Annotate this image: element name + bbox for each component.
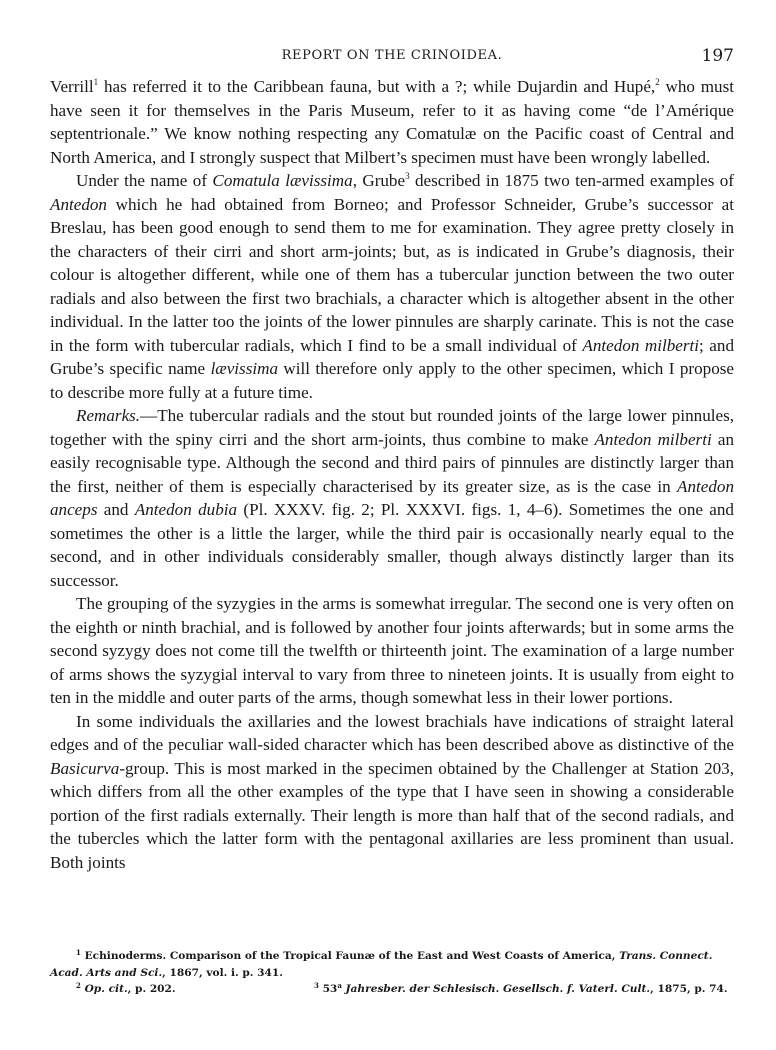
footnote-citation: Jahresber. der Schlesisch. Gesellsch. f. Vaterl. Cult. [341,983,651,996]
text-run: ; and Grube’s specific name [50,335,734,378]
footnote-3 [314,981,728,998]
footnote-reference: 2 [655,77,660,87]
text-run: which he had obtained from Borneo; and Professor Schneider, Grube’s successor at Breslau, has been good enough to send them to me for examination. They agree pretty closely in the characters of their cirri and short arm-joints; but, as is indicated in Grube’s diagnosis, their colour is altogether different, while one of them has a tubercular junction between the two outer radials and also between the first two brachials, a character which is altogether absent in the other individual. In the latter too the joints of the lower pinnules are sharply carinate. This is not the case in the form with tubercular radials, which I find to be a small individual of [50,194,734,355]
footnote-row [50,981,734,998]
footnote-reference: 3 [405,171,410,181]
text-run: and [97,500,135,519]
italic-text: Comatula lævissima [212,171,353,190]
text-run: will therefore only apply to the other specimen, which I propose to describe more fully at a future time. [50,359,734,402]
footnote-marker: 1 [76,948,81,957]
footnote-reference: 1 [93,77,99,87]
page-number: 197 [701,46,734,66]
italic-text: Antedon dubia [134,500,238,519]
text-run: -group. This is most marked in the specimen obtained by the Challenger at Station 203, which differs from all the other examples of the type that I have seen in showing a considerable portion of the first radials externally. Their length is more than half that of the second radials, and the tubercles which the latter form with the pentagonal axillaries are less prominent than usual. Both joints [50,758,734,872]
italic-text: Remarks. [76,406,141,425]
running-title: REPORT ON THE CRINOIDEA. [281,48,503,63]
running-head [50,46,734,68]
text-run: described in 1875 two ten-armed examples of [409,171,735,190]
paragraph [50,592,734,710]
body-text [50,75,734,874]
text-run: an easily recognisable type. Although the second and third pairs of pinnules are distinctly larger than the first, neither of them is especially characterised by its greater size, as is the case in [50,429,734,496]
text-run: who must have seen it for themselves in the Paris Museum, refer to it as having come “de l’Amérique septentrionale.” We know nothing respecting any Comatulæ on the Pacific coast of Central and North America, and I strongly suspect that Milbert’s specimen must have been wrongly labelled. [50,77,735,167]
italic-text: Antedon milberti [582,335,700,355]
text-run: (Pl. XXXV. fig. 2; Pl. XXXVI. figs. 1, 4–6). Sometimes the one and sometimes the other is a little the larger, while the third pair is occasionally nearly equal to the second, and in other individuals considerably smaller, though always distinctly larger than its successor. [50,500,734,590]
footnote-text: , 1875, p. 74. [650,983,728,996]
text-run: Under the name of [76,171,213,190]
footnote-text: , p. 202. [127,983,176,996]
italic-text: Antedon milberti [594,429,712,449]
footnotes [50,948,734,998]
italic-text: Basicurva [50,758,120,778]
footnote-1 [50,948,734,981]
text-run: —The tubercular radials and the stout but rounded joints of the large lower pinnules, together with the spiny cirri and the short arm-joints, thus combine to make [50,406,734,449]
italic-text: Antedon anceps [50,476,734,519]
text-run: In some individuals the axillaries and the lowest brachials have indications of straight lateral edges and of the peculiar wall-sided character which has been described above as distinctive of the [50,711,734,754]
text-run: The grouping of the syzygies in the arms is somewhat irregular. The second one is very often on the eighth or ninth brachial, and is followed by another four joints afterwards; but in some arms the second syzygy does not come till the twelfth or thirteenth joint. The examination of a large number of arms shows the syzygial interval to vary from three to nineteen joints. It is usually from eight to ten in the middle and outer parts of the arms, though somewhat less in their lower portions. [50,594,734,707]
italic-text: lævissima [210,359,278,378]
footnote-citation: Op. cit. [84,983,128,996]
footnote-citation: Trans. Connect. Acad. Arts and Sci. [50,950,713,979]
paragraph [50,710,734,875]
footnote-text: 53 [318,983,338,996]
text-run: Verrill [50,77,94,96]
footnote-2 [76,981,176,998]
paragraph [50,404,734,592]
italic-text: Antedon [50,194,107,214]
footnote-text: Echinoderms. Comparison of the Tropical Faunæ of the East and West Coasts of America, [80,950,620,962]
footnote-marker: 3 [314,981,319,991]
footnote-text: , 1867, vol. i. p. 341. [162,966,283,979]
footnote-superscript: a [337,981,342,991]
text-run: , Grube [352,171,406,190]
text-run: has referred it to the Caribbean fauna, but with a ?; while Dujardin and Hupé, [98,77,656,96]
paragraph [50,75,734,169]
paragraph [50,169,734,404]
footnote-marker: 2 [76,981,81,991]
